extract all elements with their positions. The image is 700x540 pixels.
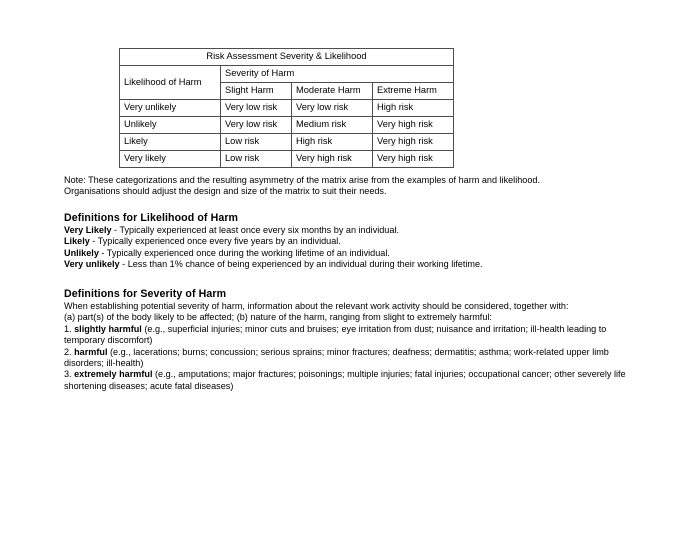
column-group-label-cell: Severity of Harm: [221, 66, 454, 83]
definition-item: [64, 248, 638, 259]
risk-cell: Low risk: [221, 134, 292, 151]
definition-text: - Typically experienced once every five years by an individual.: [89, 236, 341, 247]
table-row: [120, 134, 454, 151]
definition-term: slightly harmful: [74, 323, 142, 334]
definition-number: 2.: [64, 346, 75, 357]
definition-item: [64, 347, 638, 370]
risk-cell: Very high risk: [373, 151, 454, 168]
severity-definitions-heading: Definitions for Severity of Harm: [64, 288, 227, 300]
severity-factors: (a) part(s) of the body likely to be affected; (b) nature of the harm, ranging from slight to extremely harmful:: [64, 312, 492, 323]
table-row: [120, 117, 454, 134]
severity-intro: When establishing potential severity of harm, information about the relevant work activity should be considered, together with:: [64, 301, 569, 311]
table-title-cell: Risk Assessment Severity & Likelihood: [120, 49, 454, 66]
risk-assessment-matrix-table: [119, 48, 454, 168]
risk-cell: Low risk: [221, 151, 292, 168]
risk-cell: Very low risk: [221, 100, 292, 117]
row-header-label-cell: Likelihood of Harm: [120, 66, 221, 100]
definition-item: [64, 324, 638, 347]
row-label-very-unlikely: Very unlikely: [120, 100, 221, 117]
definition-term: extremely harmful: [74, 369, 153, 380]
definition-text: - Typically experienced once during the working lifetime of an individual.: [98, 247, 390, 258]
definition-text: - Typically experienced at least once every six months by an individual.: [111, 225, 399, 235]
column-header-slight-harm: Slight Harm: [221, 83, 292, 100]
definition-term: Very Likely: [64, 225, 112, 235]
definition-number: 1.: [64, 323, 75, 334]
table-row-group-header: [120, 66, 454, 83]
risk-cell: Very high risk: [373, 134, 454, 151]
risk-cell: High risk: [292, 134, 373, 151]
row-label-very-likely: Very likely: [120, 151, 221, 168]
severity-definitions-section: [64, 288, 638, 392]
definition-item: [64, 236, 638, 247]
row-label-unlikely: Unlikely: [120, 117, 221, 134]
risk-cell: Very low risk: [221, 117, 292, 134]
risk-cell: Very high risk: [373, 117, 454, 134]
table-row: [120, 100, 454, 117]
note-line-1: Note: These categorizations and the resulting asymmetry of the matrix arise from the examples of harm and likelihood.: [64, 175, 540, 185]
definition-term: harmful: [74, 346, 108, 357]
definition-term: Likely: [64, 236, 90, 247]
definition-term: Very unlikely: [64, 259, 120, 270]
column-header-extreme-harm: Extreme Harm: [373, 83, 454, 100]
definition-item: [64, 225, 638, 236]
definition-text: (e.g., lacerations; burns; concussion; serious sprains; minor fractures; deafness; dermatitis; asthma; work-related upper limb disorders; ill-health): [64, 346, 609, 369]
definition-text: - Less than 1% chance of being experienced by an individual during their working lifetime.: [119, 259, 483, 270]
risk-cell: High risk: [373, 100, 454, 117]
note-paragraph: [64, 175, 638, 198]
definition-item: [64, 369, 638, 392]
definition-item: [64, 259, 638, 270]
column-header-moderate-harm: Moderate Harm: [292, 83, 373, 100]
table-row: [120, 151, 454, 168]
likelihood-definitions-section: [64, 212, 638, 271]
definition-term: Unlikely: [64, 247, 99, 258]
risk-matrix-container: [119, 48, 453, 168]
table-row-title: [120, 49, 454, 66]
risk-cell: Very high risk: [292, 151, 373, 168]
definition-number: 3.: [64, 369, 75, 380]
risk-cell: Very low risk: [292, 100, 373, 117]
row-label-likely: Likely: [120, 134, 221, 151]
note-line-2: Organisations should adjust the design and size of the matrix to suit their needs.: [64, 186, 387, 197]
likelihood-definitions-heading: Definitions for Likelihood of Harm: [64, 212, 239, 224]
risk-cell: Medium risk: [292, 117, 373, 134]
definition-text: (e.g., amputations; major fractures; poisonings; multiple injuries; fatal injuries; occupational cancer; other severely life shortening diseases; acute fatal diseases): [64, 369, 626, 391]
definition-text: (e.g., superficial injuries; minor cuts and bruises; eye irritation from dust; nuisance and irritation; ill-health leading to temporary discomfort): [64, 323, 607, 346]
